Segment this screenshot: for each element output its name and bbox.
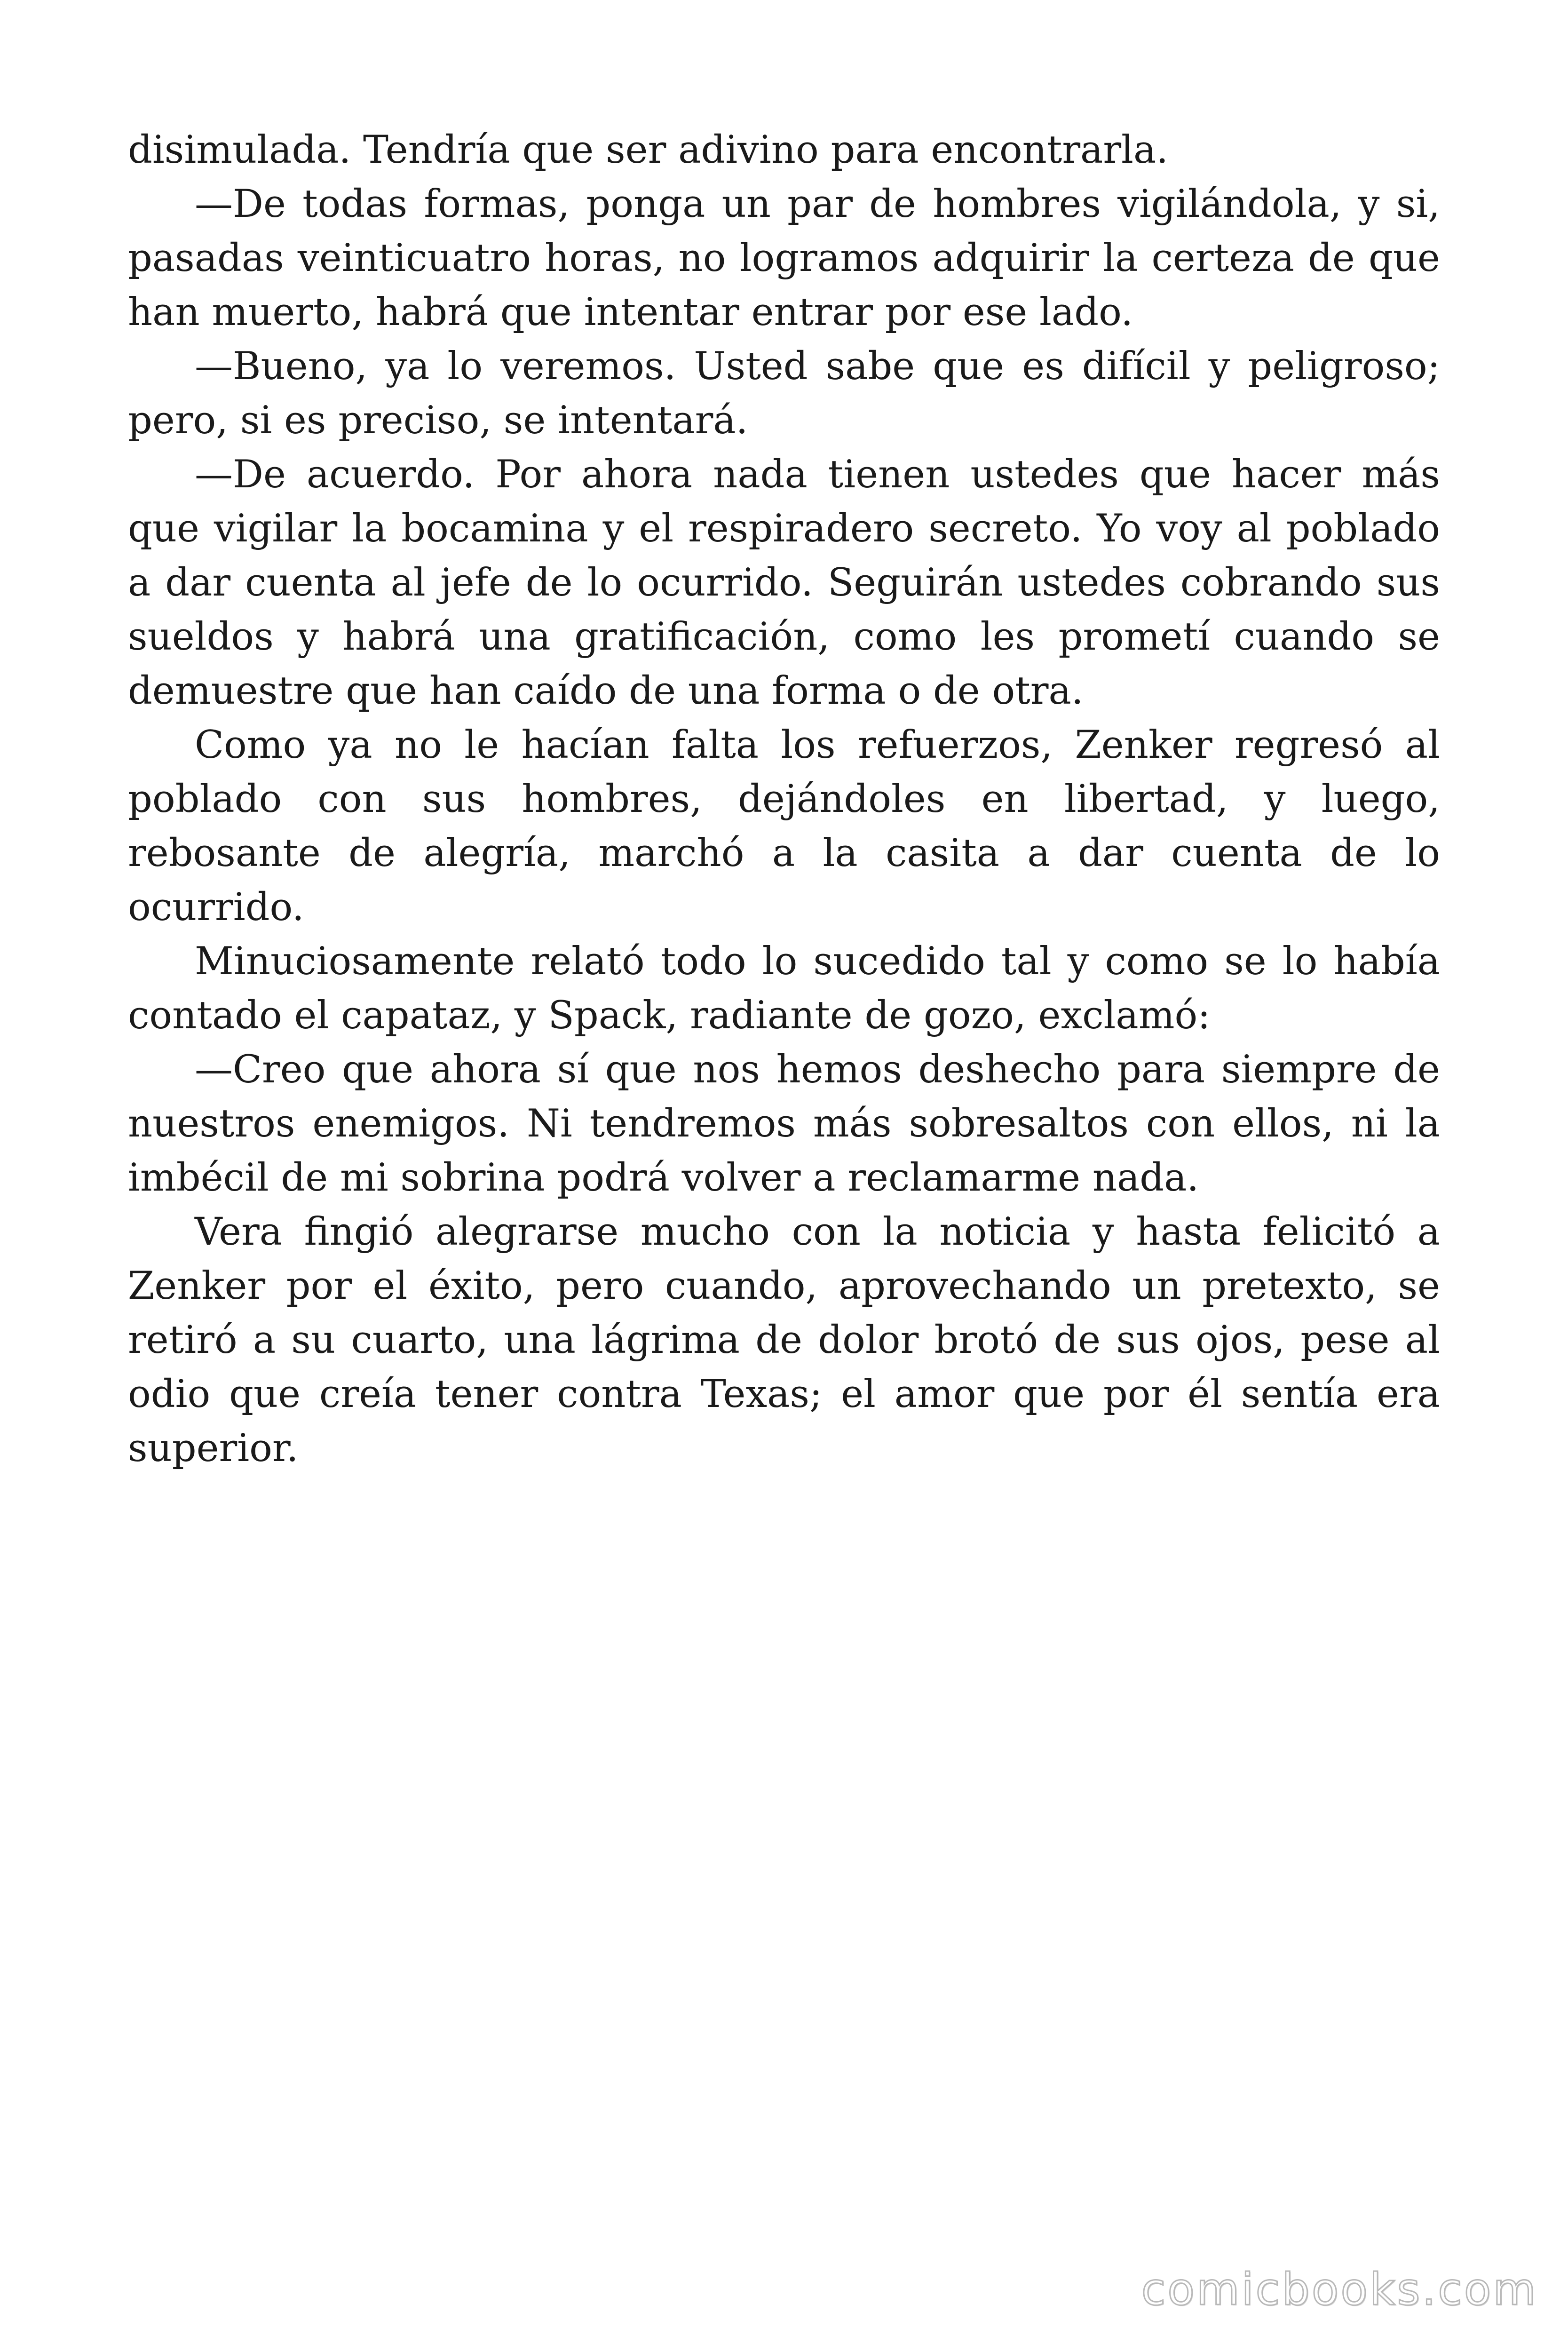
paragraph-narration: Vera fingió alegrarse mucho con la noticia y hasta felicitó a Zenker por el éxito, pero cuando, aprovechando un pretexto, se retiró a su cuarto, una lágrima de dolor brotó de sus ojos, pese al odio que creía tener contra Texas; el amor que por él sentía era superior. — [128, 1210, 1440, 1470]
paragraph-dialogue: —De acuerdo. Por ahora nada tienen ustedes que hacer más que vigilar la bocamina y el respiradero secreto. Yo voy al poblado a dar cuenta al jefe de lo ocurrido. Seguirán ustedes cobrando sus sueldos y habrá una gratificación, como les prometí cuando se demuestre que han caído de una forma o de otra. — [128, 453, 1440, 713]
paragraph-dialogue: —Creo que ahora sí que nos hemos deshecho para siempre de nuestros enemigos. Ni tendremos más sobresaltos con ellos, ni la imbécil de mi sobrina podrá volver a reclamarme nada. — [128, 1048, 1440, 1200]
paragraph-narration: Minuciosamente relató todo lo sucedido tal y como se lo había contado el capataz, y Spack, radiante de gozo, exclamó: — [128, 939, 1440, 1038]
paragraph-dialogue: —Bueno, ya lo veremos. Usted sabe que es difícil y peligroso; pero, si es preciso, se intentará. — [128, 344, 1440, 443]
site-watermark: comicbooks.com — [1141, 2264, 1538, 2315]
paragraph-dialogue: —De todas formas, ponga un par de hombres vigilándola, y si, pasadas veinticuatro horas, no logramos adquirir la certeza de que han muerto, habrá que intentar entrar por ese lado. — [128, 182, 1440, 334]
paragraph-continuation: disimulada. Tendría que ser adivino para encontrarla. — [128, 128, 1168, 172]
paragraph-narration: Como ya no le hacían falta los refuerzos, Zenker regresó al poblado con sus hombres, dejándoles en libertad, y luego, rebosante de alegría, marchó a la casita a dar cuenta de lo ocurrido. — [128, 723, 1440, 930]
body-text — [128, 123, 1440, 1476]
